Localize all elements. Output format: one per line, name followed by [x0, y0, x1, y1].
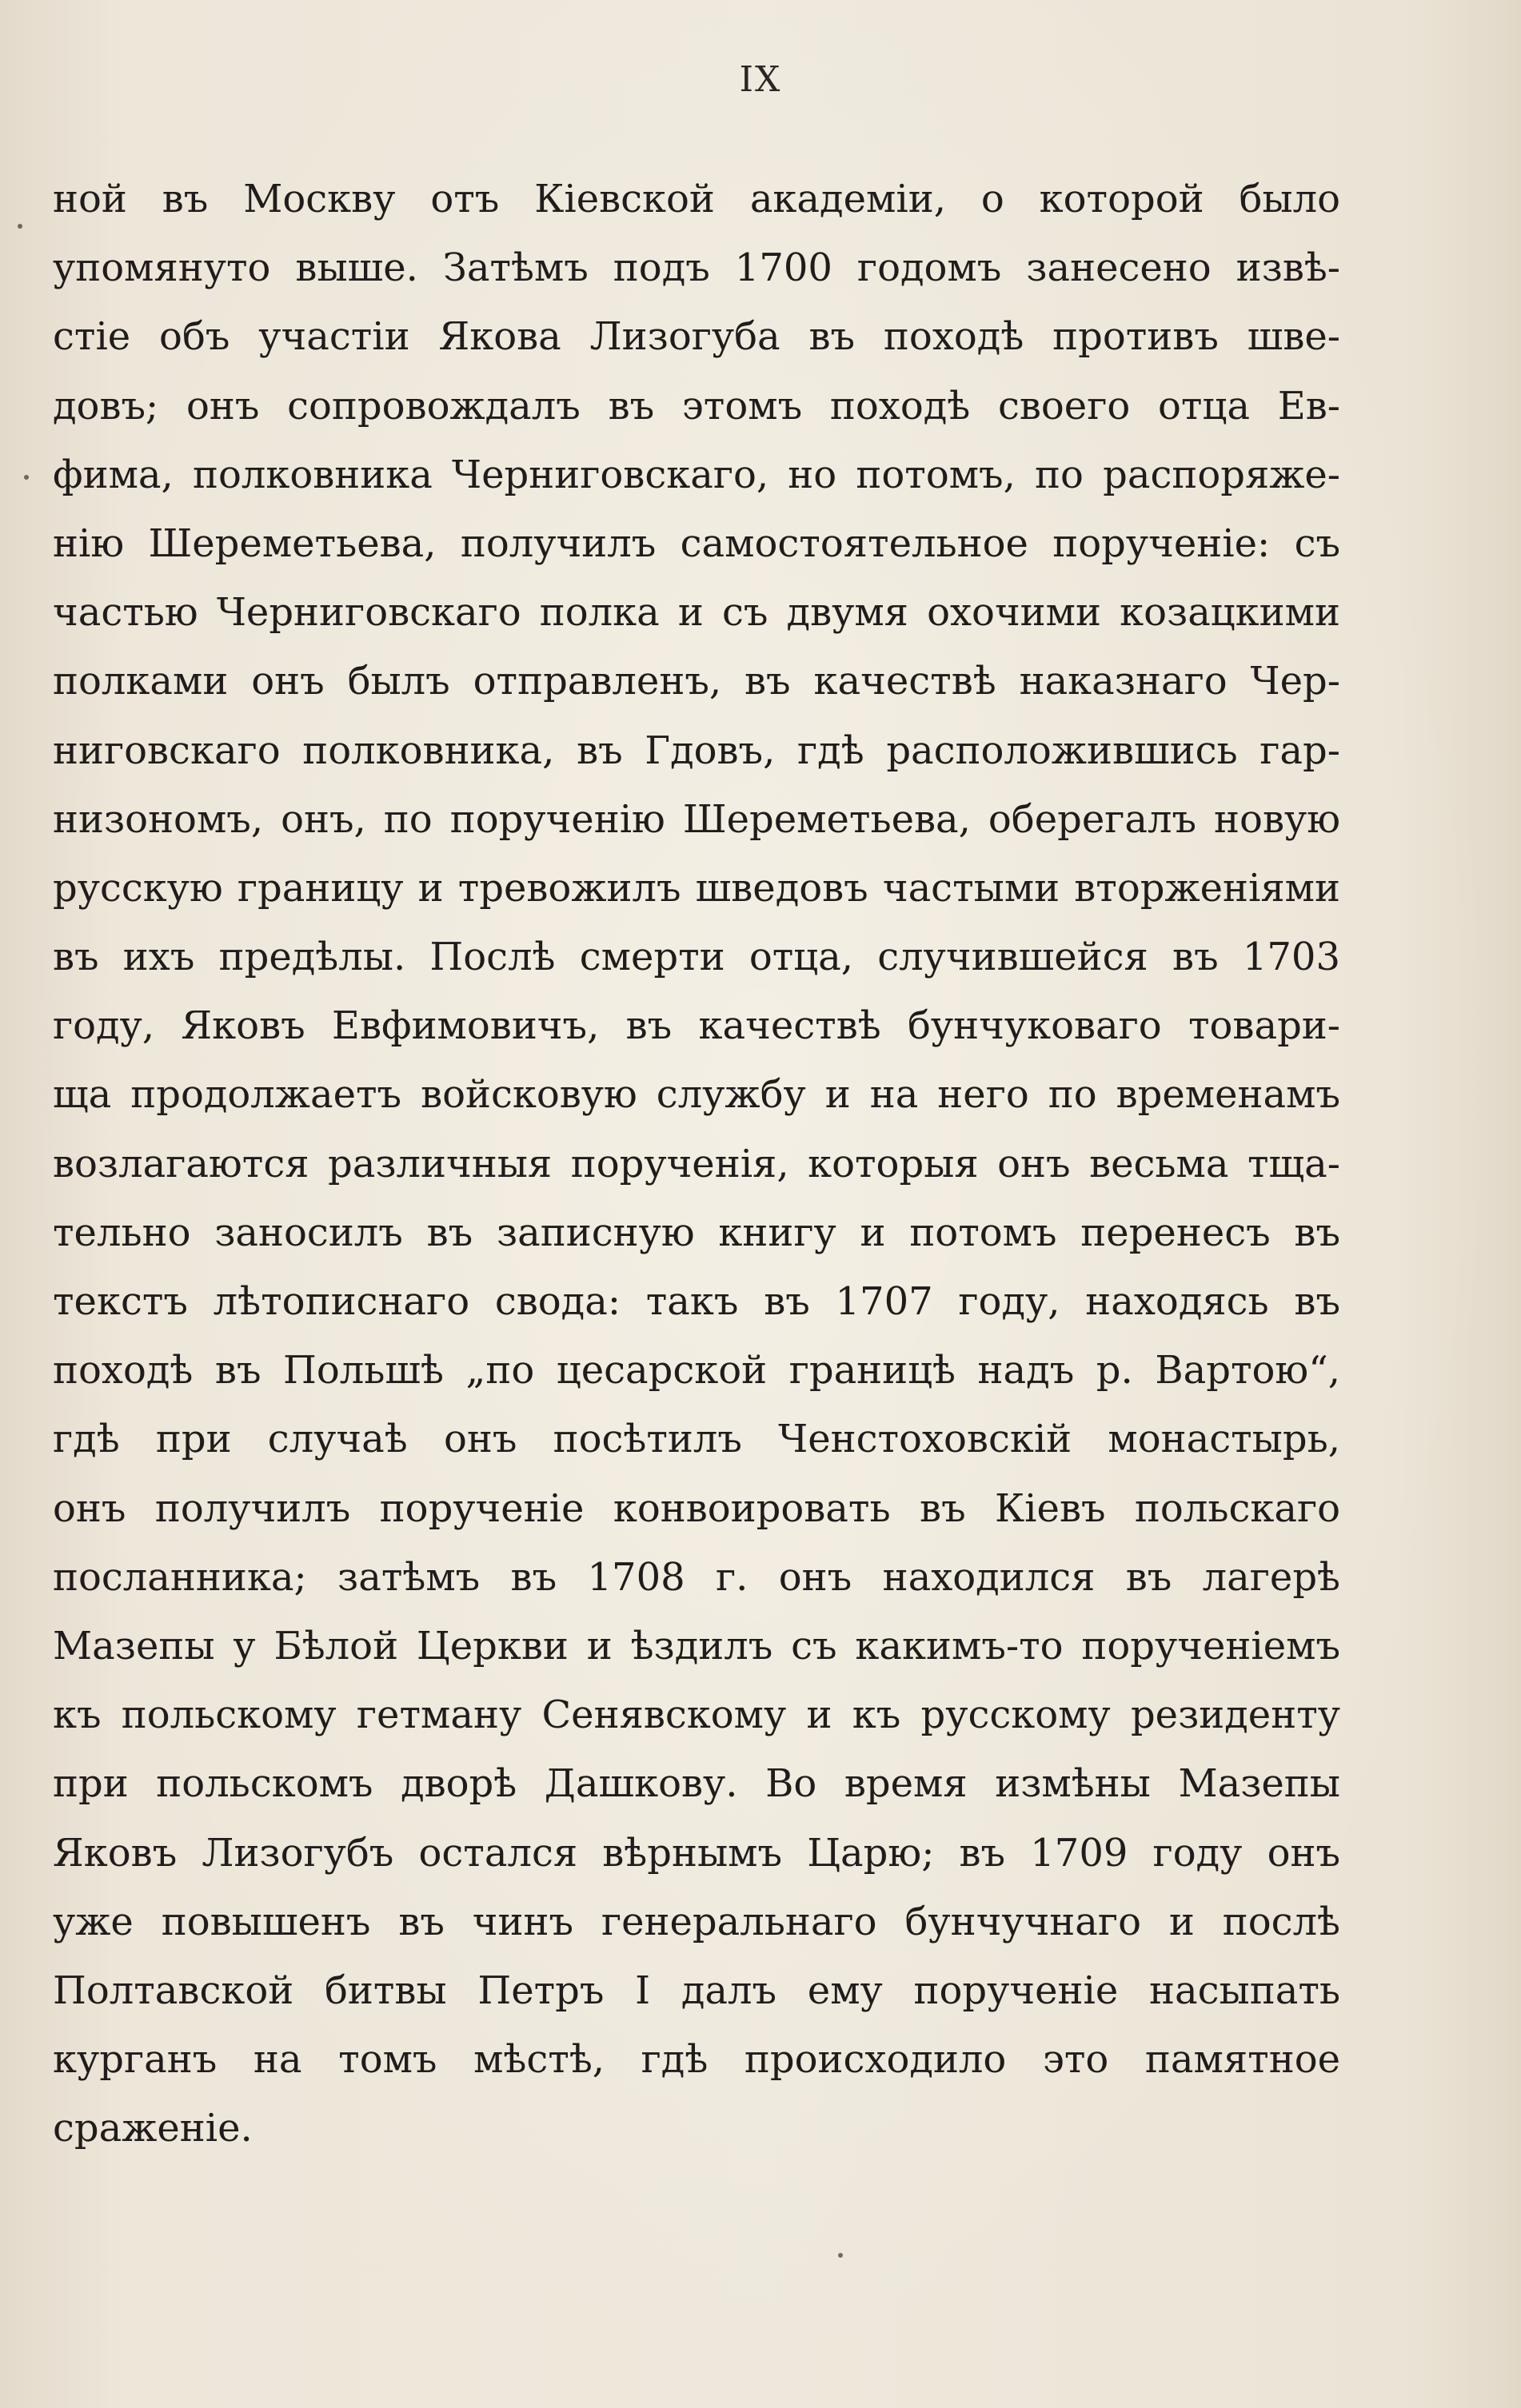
text-line: гдѣ при случаѣ онъ посѣтилъ Ченстоховскій монастырь, [53, 1417, 1340, 1462]
text-line: Яковъ Лизогубъ остался вѣрнымъ Царю; въ 1709 году онъ [53, 1830, 1340, 1876]
text-line: посланника; затѣмъ въ 1708 г. онъ находился въ лагерѣ [53, 1554, 1340, 1600]
text-line: ной въ Москву отъ Кіевской академіи, о которой было [53, 177, 1340, 221]
text-line: онъ получилъ порученіе конвоировать въ Кіевъ польскаго [53, 1485, 1340, 1531]
text-line: тельно заносилъ въ записную книгу и потомъ перенесъ въ [53, 1210, 1340, 1255]
page-number: IX [739, 59, 782, 100]
text-line: сраженіе. [53, 2106, 253, 2151]
text-line: нію Шереметьева, получилъ самостоятельное порученіе: съ [53, 520, 1340, 566]
text-line: при польскомъ дворѣ Дашкову. Во время измѣны Мазепы [53, 1761, 1340, 1807]
text-line: году, Яковъ Евфимовичъ, въ качествѣ бунчуковаго товари- [53, 1003, 1340, 1049]
text-line: стіе объ участіи Якова Лизогуба въ походѣ противъ шве- [53, 314, 1340, 360]
text-line: русскую границу и тревожилъ шведовъ частыми вторженіями [53, 865, 1340, 911]
text-line: къ польскому гетману Сенявскому и къ русскому резиденту [53, 1692, 1340, 1738]
ink-speck [18, 224, 22, 229]
text-line: курганъ на томъ мѣстѣ, гдѣ происходило это памятное [53, 2037, 1340, 2083]
text-line: ща продолжаетъ войсковую службу и на него по временамъ [53, 1072, 1340, 1118]
text-line: возлагаются различныя порученія, которыя онъ весьма тща- [53, 1141, 1340, 1186]
text-line: походѣ въ Польшѣ „по цесарской границѣ надъ р. Вартою“, [53, 1348, 1340, 1393]
text-line: полками онъ былъ отправленъ, въ качествѣ наказнаго Чер- [53, 659, 1340, 704]
text-line: въ ихъ предѣлы. Послѣ смерти отца, случившейся въ 1703 [53, 935, 1340, 980]
text-line: частью Черниговскаго полка и съ двумя охочими козацкими [53, 590, 1340, 636]
text-line: Полтавской битвы Петръ I далъ ему порученіе насыпать [53, 1967, 1340, 2013]
text-line: низономъ, онъ, по порученію Шереметьева, оберегалъ новую [53, 796, 1340, 842]
ink-speck [24, 475, 29, 480]
ink-speck [838, 2253, 843, 2258]
body-text [53, 165, 1340, 2163]
text-line: уже повышенъ въ чинъ генеральнаго бунчучнаго и послѣ [53, 1899, 1340, 1944]
text-line: текстъ лѣтописнаго свода: такъ въ 1707 году, находясь въ [53, 1279, 1340, 1324]
text-line: фима, полковника Черниговскаго, но потомъ, по распоряже- [53, 452, 1340, 497]
text-line: упомянуто выше. Затѣмъ подъ 1700 годомъ занесено извѣ- [53, 245, 1340, 291]
text-line: довъ; онъ сопровождалъ въ этомъ походѣ своего отца Ев- [53, 383, 1340, 429]
text-line: Мазепы у Бѣлой Церкви и ѣздилъ съ какимъ-то порученіемъ [53, 1623, 1340, 1668]
text-line: ниговскаго полковника, въ Гдовъ, гдѣ расположившись гар- [53, 728, 1340, 773]
